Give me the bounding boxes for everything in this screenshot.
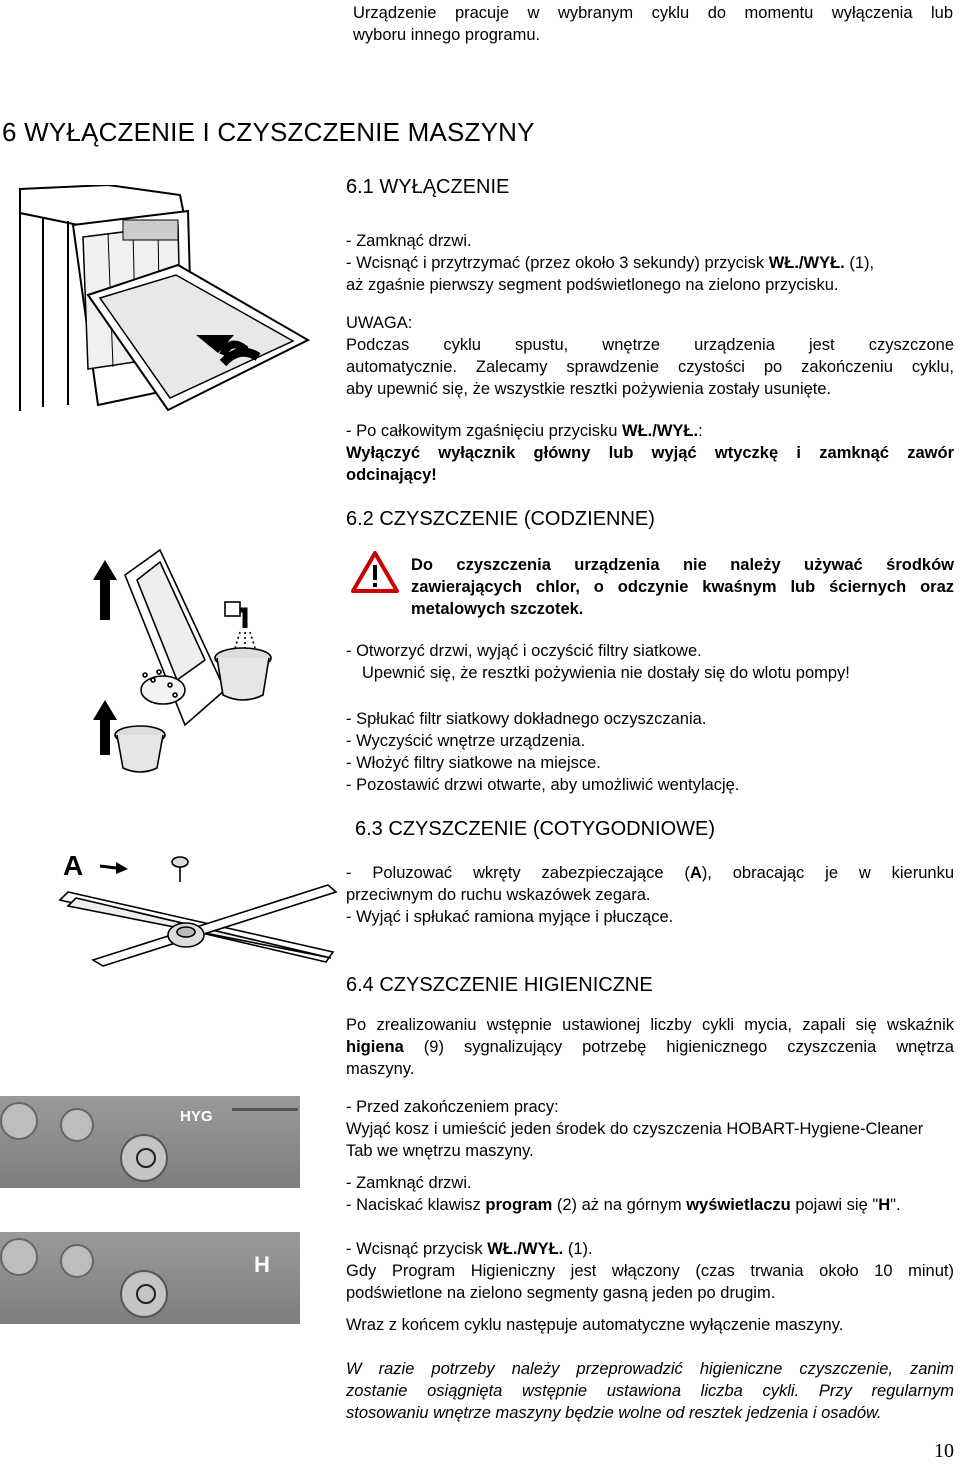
- text: ".: [890, 1196, 901, 1214]
- panel-button: [60, 1244, 94, 1278]
- intro-line: wyboru innego programu.: [353, 26, 541, 44]
- text: :: [698, 422, 703, 440]
- text: - Wcisnąć i przytrzymać (przez około 3 sekundy) przycisk: [346, 254, 769, 272]
- page-number: 10: [934, 1440, 954, 1462]
- note-line: zostanie osiągnięta wstępnie ustawiona liczba cykli. Przy regularnym: [346, 1382, 954, 1400]
- para-line: Wyjąć kosz i umieścić jeden środek do czyszczenia HOBART-Hygiene-Cleaner: [346, 1120, 924, 1138]
- list-item: - Spłukać filtr siatkowy dokładnego oczyszczania.: [346, 710, 707, 728]
- para-line: Po zrealizowaniu wstępnie ustawionej liczby cykli mycia, zapali się wskaźnik: [346, 1016, 954, 1034]
- wash-arm-illustration: [58, 840, 340, 970]
- note-line: W razie potrzeby należy przeprowadzić higieniczne czyszczenie, zanim: [346, 1360, 954, 1378]
- para-line: [346, 1036, 954, 1058]
- emphasis: higiena: [346, 1038, 404, 1056]
- step-line: - Otworzyć drzwi, wyjąć i oczyścić filtry siatkowe.: [346, 642, 702, 660]
- step-line: [346, 252, 954, 274]
- screw-label-a: A: [63, 850, 84, 881]
- section-6-4-title: 6.4 CZYSZCZENIE HIGIENICZNE: [346, 974, 653, 996]
- section-6-3-body: [346, 862, 954, 928]
- list-item: - Włożyć filtry siatkowe na miejsce.: [346, 754, 601, 772]
- section-6-4-para4: [346, 1238, 954, 1304]
- list-item: - Pozostawić drzwi otwarte, aby umożliwić wentylację.: [346, 776, 740, 794]
- warning-triangle-icon: [350, 550, 400, 594]
- emphasis: wyświetlaczu: [686, 1196, 791, 1214]
- section-6-4-para1: [346, 1014, 954, 1080]
- para-line: maszyny.: [346, 1060, 415, 1078]
- warning-line: aby upewnić się, że wszystkie resztki pożywienia zostały usunięte.: [346, 380, 832, 398]
- para-line: - Zamknąć drzwi.: [346, 1174, 472, 1192]
- para-line: - Przed zakończeniem pracy:: [346, 1098, 559, 1116]
- section-6-2-title: 6.2 CZYSZCZENIE (CODZIENNE): [346, 508, 655, 530]
- step-line: aż zgaśnie pierwszy segment podświetlonego na zielono przycisku.: [346, 276, 839, 294]
- filters-cleaning-illustration: [85, 540, 280, 780]
- step-line: - Zamknąć drzwi.: [346, 232, 472, 250]
- power-button-icon: [120, 1134, 168, 1182]
- section-6-2-list: [346, 708, 954, 796]
- step-line: [346, 420, 954, 442]
- power-button-icon: [120, 1270, 168, 1318]
- key-label: WŁ./WYŁ.: [768, 254, 845, 272]
- emphasis: H: [878, 1196, 891, 1214]
- warning-block: [346, 312, 954, 400]
- warning-line: Podczas cyklu spustu, wnętrze urządzenia jest czyszczone: [346, 336, 954, 354]
- section-6-1-body: [346, 230, 954, 296]
- note-line: stosowaniu wnętrze maszyny będzie wolne od resztek jedzenia i osadów.: [346, 1404, 882, 1422]
- key-label: WŁ./WYŁ.: [622, 422, 699, 440]
- intro-paragraph: [353, 2, 953, 46]
- panel-button: [60, 1108, 94, 1142]
- emphasis: program: [485, 1196, 553, 1214]
- display-h-label: H: [254, 1252, 271, 1277]
- caution-line: metalowych szczotek.: [411, 600, 584, 618]
- section-6-title: 6 WYŁĄCZENIE I CZYSZCZENIE MASZYNY: [2, 117, 535, 147]
- caution-line: Do czyszczenia urządzenia nie należy używać środków: [411, 556, 954, 574]
- bold-warning-line: Wyłączyć wyłącznik główny lub wyjąć wtyczkę i zamknąć zawór: [346, 444, 954, 462]
- text: - Poluzować wkręty zabezpieczające (: [346, 864, 690, 882]
- caution-text: [411, 554, 954, 620]
- panel-button: [0, 1102, 38, 1140]
- list-item: - Wyczyścić wnętrze urządzenia.: [346, 732, 586, 750]
- key-label: WŁ./WYŁ.: [487, 1240, 564, 1258]
- para-line: [346, 1238, 954, 1260]
- intro-line: Urządzenie pracuje w wybranym cyklu do momentu wyłączenia lub: [353, 4, 953, 22]
- section-6-1-title: 6.1 WYŁĄCZENIE: [346, 176, 510, 198]
- step-line: Upewnić się, że resztki pożywienia nie dostały się do wlotu pompy!: [362, 664, 850, 682]
- control-panel-hyg: [0, 1096, 300, 1188]
- caution-line: zawierających chlor, o odczynie kwaśnym lub ściernych oraz: [411, 578, 954, 596]
- step-line: [346, 862, 954, 884]
- section-6-3-title: 6.3 CZYSZCZENIE (COTYGODNIOWE): [355, 818, 716, 840]
- dishwasher-open-door-illustration: [18, 185, 323, 413]
- warning-title: UWAGA:: [346, 314, 413, 332]
- para-line: [346, 1194, 954, 1216]
- text: (1),: [844, 254, 875, 272]
- text: - Naciskać klawisz: [346, 1196, 486, 1214]
- para-line: Gdy Program Higieniczny jest włączony (czas trwania około 10 minut): [346, 1262, 954, 1280]
- text: (2) aż na górnym: [552, 1196, 687, 1214]
- panel-button: [0, 1238, 38, 1276]
- text: pojawi się ": [790, 1196, 879, 1214]
- warning-line: automatycznie. Zalecamy sprawdzenie czystości po zakończeniu cyklu,: [346, 358, 954, 376]
- text: - Wcisnąć przycisk: [346, 1240, 488, 1258]
- text: (9) sygnalizujący potrzebę higienicznego czyszczenia wnętrza: [403, 1038, 954, 1056]
- section-6-4-para3: [346, 1172, 954, 1216]
- panel-label-hyg: HYG: [180, 1108, 213, 1125]
- text: (1).: [563, 1240, 593, 1258]
- para-line: podświetlone na zielono segmenty gasną jeden po drugim.: [346, 1284, 776, 1302]
- para-line: Tab we wnętrzu maszyny.: [346, 1142, 534, 1160]
- step-line: - Wyjąć i spłukać ramiona myjące i płuczące.: [346, 908, 674, 926]
- text: - Po całkowitym zgaśnięciu przycisku: [346, 422, 623, 440]
- step-line: przeciwnym do ruchu wskazówek zegara.: [346, 886, 651, 904]
- section-6-4-note: [346, 1358, 954, 1424]
- bold-warning-line: odcinający!: [346, 466, 437, 484]
- text: ), obracając je w kierunku: [701, 864, 954, 882]
- section-6-4-para2: [346, 1096, 954, 1162]
- section-6-1-final: [346, 420, 954, 486]
- control-panel-h: [0, 1232, 300, 1324]
- section-6-2-steps: [346, 640, 954, 684]
- section-6-4-para5: Wraz z końcem cyklu następuje automatyczne wyłączenie maszyny.: [346, 1316, 844, 1334]
- label: A: [689, 864, 702, 882]
